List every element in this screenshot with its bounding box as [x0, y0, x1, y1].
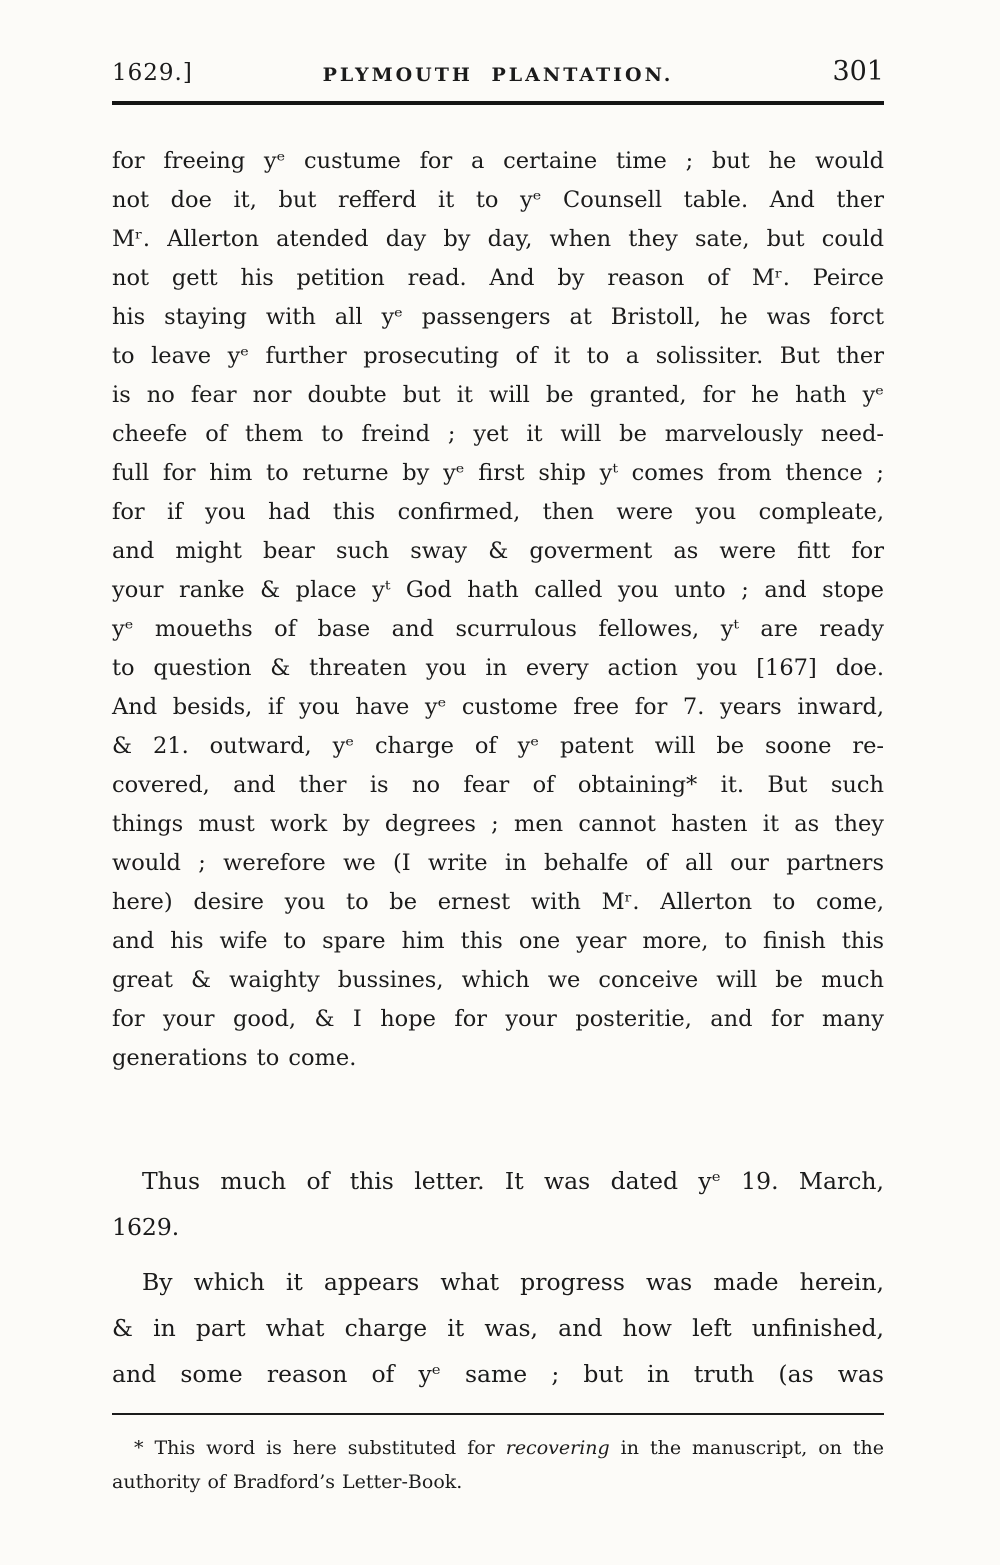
- text-line: for your good, & I hope for your posteritie, and for many: [112, 1006, 884, 1032]
- page-number: 301: [832, 56, 884, 87]
- header-rule: [112, 101, 884, 105]
- text-line: your ranke & place yᵗ God hath called you unto ; and stope: [112, 577, 884, 603]
- running-head-title: PLYMOUTH PLANTATION.: [322, 64, 674, 86]
- text-line: and his wife to spare him this one year more, to finish this: [112, 928, 884, 954]
- text-line: covered, and ther is no fear of obtaining* it. But such: [112, 772, 884, 798]
- text-line: here) desire you to be ernest with Mʳ. Allerton to come,: [112, 889, 884, 915]
- text-line: & in part what charge it was, and how left unfinished,: [112, 1314, 884, 1342]
- text-line: yᵉ moueths of base and scurrulous fellowes, yᵗ are ready: [112, 616, 884, 642]
- text-line: By which it appears what progress was made herein,: [142, 1268, 884, 1296]
- paragraph-dated: [112, 1158, 884, 1250]
- text-line: And besids, if you have yᵉ custome free for 7. years inward,: [112, 694, 884, 720]
- text-line: and might bear such sway & goverment as were fitt for: [112, 538, 884, 564]
- text-line: and some reason of yᵉ same ; but in truth (as was: [112, 1360, 884, 1388]
- text-line: generations to come.: [112, 1045, 357, 1071]
- text-line: to question & threaten you in every action you [167] doe.: [112, 655, 884, 681]
- text-line: for if you had this confirmed, then were you compleate,: [112, 499, 884, 525]
- running-header: [112, 56, 884, 90]
- text-line: things must work by degrees ; men cannot hasten it as they: [112, 811, 884, 837]
- text-line: full for him to returne by yᵉ first ship yᵗ comes from thence ;: [112, 460, 884, 486]
- text-line: not gett his petition read. And by reason of Mʳ. Peirce: [112, 265, 884, 291]
- text-line: for freeing yᵉ custume for a certaine time ; but he would: [112, 148, 884, 174]
- text-line: is no fear nor doubte but it will be granted, for he hath yᵉ: [112, 382, 884, 408]
- text-line: would ; werefore we (I write in behalfe of all our partners: [112, 850, 884, 876]
- footnote-rule: [112, 1413, 884, 1415]
- footnote-text-start: * This word is here substituted for: [134, 1437, 506, 1459]
- text-line: to leave yᵉ further prosecuting of it to a solissiter. But ther: [112, 343, 884, 369]
- text-line: Mʳ. Allerton atended day by day, when they sate, but could: [112, 226, 884, 252]
- footnote-text-end: in the manuscript, on the authority of Bradford’s Letter-Book.: [112, 1437, 884, 1493]
- text-line: Thus much of this letter. It was dated yᵉ 19. March,: [142, 1167, 884, 1195]
- text-line: 1629.: [112, 1213, 180, 1241]
- text-line: cheefe of them to freind ; yet it will be marvelously need-: [112, 421, 884, 447]
- header-year: 1629.]: [112, 60, 193, 86]
- text-line: great & waighty bussines, which we conceive will be much: [112, 967, 884, 993]
- text-line: not doe it, but refferd it to yᵉ Counsell table. And ther: [112, 187, 884, 213]
- text-line: his staying with all yᵉ passengers at Bristoll, he was forct: [112, 304, 884, 330]
- paragraph-letter: [112, 142, 884, 1078]
- footnote: [112, 1431, 884, 1499]
- page-body: [112, 142, 884, 1397]
- footnote-italic-word: recovering: [505, 1437, 610, 1459]
- text-line: & 21. outward, yᵉ charge of yᵉ patent will be soone re-: [112, 733, 884, 759]
- paragraph-commentary: [112, 1259, 884, 1397]
